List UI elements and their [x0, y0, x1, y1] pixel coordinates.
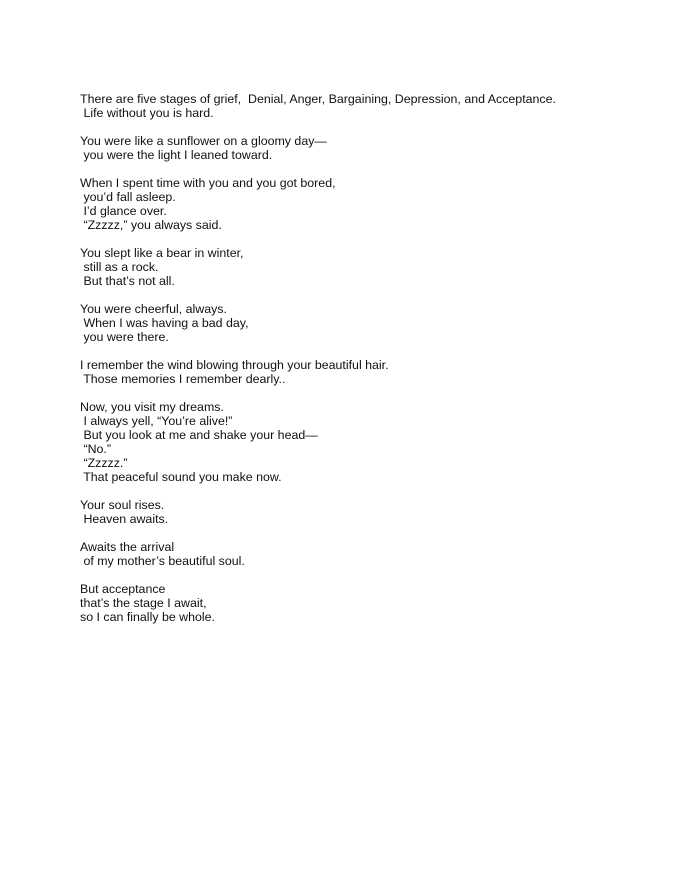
- poem-line: Those memories I remember dearly..: [80, 372, 286, 386]
- poem-line: I always yell, “You’re alive!”: [80, 414, 233, 428]
- poem-body: [80, 92, 660, 638]
- stanza-7: [80, 400, 660, 484]
- poem-line: Heaven awaits.: [80, 512, 169, 526]
- poem-line: “Zzzzz,” you always said.: [80, 218, 222, 232]
- poem-line: There are five stages of grief, Denial, Anger, Bargaining, Depression, and Acceptance.: [80, 92, 556, 106]
- poem-line: Awaits the arrival: [80, 540, 175, 554]
- poem-line: “No.”: [80, 442, 111, 456]
- poem-line: Life without you is hard.: [80, 106, 214, 120]
- poem-line: you were there.: [80, 330, 169, 344]
- poem-line: Your soul rises.: [80, 498, 165, 512]
- stanza-10: [80, 582, 660, 624]
- poem-line: You slept like a bear in winter,: [80, 246, 244, 260]
- poem-line: That peaceful sound you make now.: [80, 470, 282, 484]
- poem-line: I’d glance over.: [80, 204, 167, 218]
- poem-line: But acceptance: [80, 582, 166, 596]
- stanza-3: [80, 176, 660, 232]
- poem-line: so I can finally be whole.: [80, 610, 215, 624]
- stanza-2: [80, 134, 660, 162]
- poem-line: you were the light I leaned toward.: [80, 148, 273, 162]
- poem-line: But you look at me and shake your head—: [80, 428, 318, 442]
- poem-line: But that’s not all.: [80, 274, 175, 288]
- stanza-4: [80, 246, 660, 288]
- poem-line: When I was having a bad day,: [80, 316, 249, 330]
- poem-line: I remember the wind blowing through your beautiful hair.: [80, 358, 389, 372]
- poem-line: that’s the stage I await,: [80, 596, 207, 610]
- stanza-1: [80, 92, 660, 120]
- poem-line: You were cheerful, always.: [80, 302, 227, 316]
- poem-line: Now, you visit my dreams.: [80, 400, 224, 414]
- stanza-6: [80, 358, 660, 386]
- poem-line: “Zzzzz.”: [80, 456, 128, 470]
- poem-line: When I spent time with you and you got bored,: [80, 176, 336, 190]
- stanza-5: [80, 302, 660, 344]
- poem-line: You were like a sunflower on a gloomy day—: [80, 134, 327, 148]
- stanza-9: [80, 540, 660, 568]
- poem-line: still as a rock.: [80, 260, 159, 274]
- stanza-8: [80, 498, 660, 526]
- poem-line: of my mother’s beautiful soul.: [80, 554, 245, 568]
- poem-line: you’d fall asleep.: [80, 190, 176, 204]
